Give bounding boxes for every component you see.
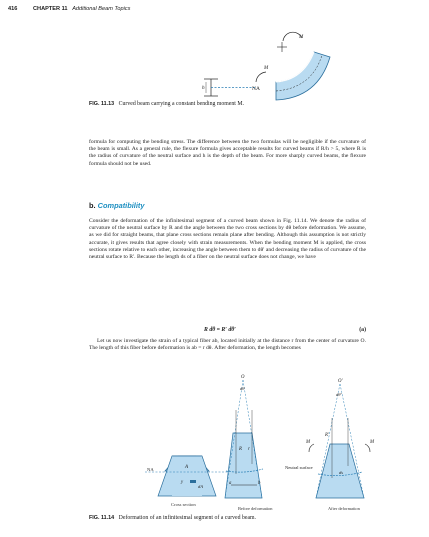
moment-label-top: M bbox=[299, 35, 304, 40]
y-label: y bbox=[181, 480, 184, 485]
b-label: b bbox=[258, 481, 261, 486]
fig14-number: FIG. 11.14 bbox=[89, 515, 115, 521]
after-deformation-diagram bbox=[309, 384, 370, 498]
fig13-caption bbox=[89, 101, 244, 107]
sub-caption-cross-section: Cross section bbox=[171, 502, 196, 507]
r-label: r bbox=[248, 447, 250, 452]
o-label: O bbox=[241, 375, 245, 380]
a-label: a bbox=[229, 481, 232, 486]
beam-cross-section bbox=[204, 79, 256, 96]
figure-11-14 bbox=[0, 370, 429, 507]
page-number: 416 bbox=[8, 6, 18, 12]
fig14-caption-text: Deformation of an infinitesimal segment of a curved beam. bbox=[118, 515, 256, 521]
na-label: NA bbox=[252, 86, 260, 92]
R-prime-label: R′ bbox=[325, 433, 329, 438]
moment-arrow-mid bbox=[256, 72, 266, 82]
paragraph-1 bbox=[89, 139, 366, 168]
equation-expression: R dθ = R′ dθ′ bbox=[204, 327, 236, 333]
moment-label-mid: M bbox=[264, 66, 269, 71]
moment-label-left: M bbox=[306, 440, 310, 445]
dtheta-prime-label: dθ′ bbox=[336, 392, 342, 397]
paragraph-2-text: Consider the deformation of the infinitesimal segment of a curved beam shown in Fig. 11.14. We denote the radius of curvature of the neutral surface by R and the angle between the two cross sections by dθ before deformation. We assume, as we did for straight beams, that plane cross sections remain plane after bending. Although this assumption is not strictly accurate, it gives results that agree closely with strain measurements. When the bending moment M is applied, the cross sections rotate relative to each other, increasing the angle between them to dθ′ and decreasing the radius of curvature of the neutral surface to R′. Because the length ds of a fiber on the neutral surface does not change, we have bbox=[89, 218, 366, 261]
equation-tag: (a) bbox=[359, 327, 366, 333]
chapter-title: Additional Beam Topics bbox=[72, 6, 131, 12]
R-label: R bbox=[239, 447, 242, 452]
paragraph-3-text: Let us now investigate the strain of a typical fiber ab, located initially at the distance r from the center of curvature O. The length of this fiber before deformation is ab = r dθ. After deformation, the length becomes bbox=[89, 338, 366, 352]
da-label: dA bbox=[198, 484, 203, 489]
paragraph-3 bbox=[89, 338, 366, 352]
section-heading bbox=[89, 201, 144, 210]
sub-caption-before: Before deformation bbox=[238, 506, 273, 511]
figure-11-13 bbox=[0, 0, 429, 110]
chapter-label: CHAPTER 11 bbox=[33, 6, 68, 12]
h-label: h bbox=[202, 85, 205, 91]
section-title: Compatibility bbox=[97, 201, 145, 210]
dtheta-label: dθ bbox=[240, 386, 245, 391]
area-label: A bbox=[185, 465, 189, 470]
section-letter: b. bbox=[89, 201, 96, 210]
o-prime-label: O′ bbox=[338, 379, 343, 384]
curved-beam bbox=[276, 52, 330, 100]
neutral-surface-label: Neutral surface bbox=[285, 465, 313, 470]
paragraph-1-text: formula for computing the bending stress. The difference between the two formulas will be negligible if the curvature of the beam is small. As a general rule, the flexure formula gives acceptable results for curved beams if R/h > 5, where R is the radius of curvature of the neutral surface and h is the depth of the beam. For more sharply curved beams, the flexure formula should not be used. bbox=[89, 139, 366, 167]
fig13-caption-text: Curved beam carrying a constant bending moment M. bbox=[118, 101, 244, 107]
na-label-cross: NA bbox=[147, 467, 154, 472]
paragraph-2 bbox=[89, 218, 366, 261]
moment-label-right: M bbox=[370, 440, 374, 445]
fig13-number: FIG. 11.13 bbox=[89, 101, 115, 107]
fig14-caption bbox=[89, 515, 256, 521]
sub-caption-after: After deformation bbox=[328, 506, 360, 511]
ds-label: ds bbox=[339, 470, 344, 475]
